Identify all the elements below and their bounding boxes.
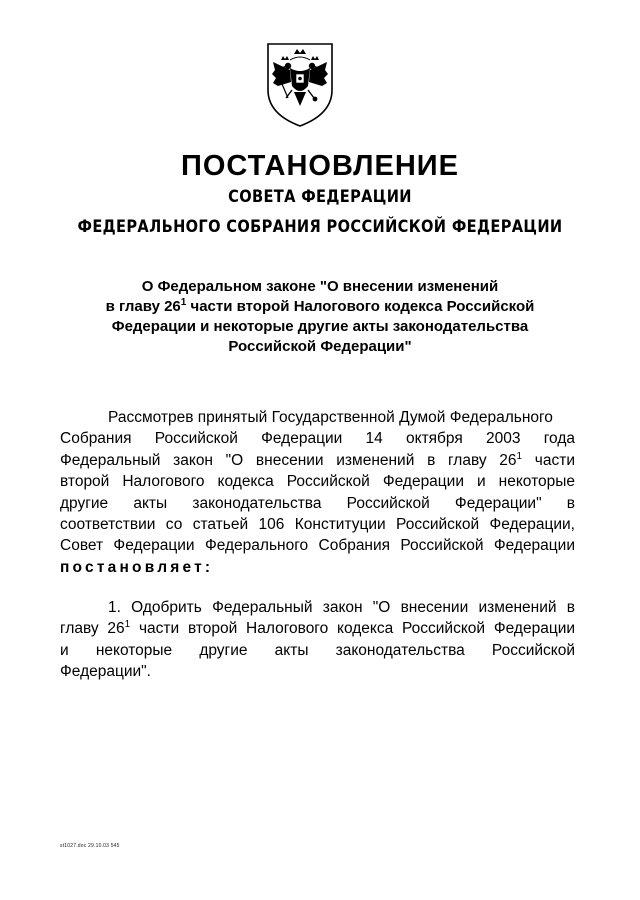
coat-of-arms-icon — [264, 40, 336, 128]
resolution-paragraph — [60, 597, 575, 683]
document-title: ПОСТАНОВЛЕНИЕ — [181, 150, 459, 182]
preamble-paragraph — [60, 407, 575, 578]
body-line: соответствии со статьей 106 Конституции Российской Федерации, — [60, 516, 575, 534]
subject-line: в главу $26^1$ части второй Налогового кодекса Российской — [105, 297, 535, 315]
file-reference: st1027.doc 29.10.03 545 — [60, 843, 120, 849]
body-line: Совет Федерации Федерального Собрания Российской Федерации — [60, 537, 575, 555]
body-line: главу $26^1$ части второй Налогового кодекса Российской Федерации — [60, 619, 576, 638]
body-line: второй Налогового кодекса Российской Федерации и некоторые — [60, 473, 575, 491]
body-line: Рассмотрев принятый Государственной Думой Федерального — [108, 409, 553, 426]
issuing-body-line1: СОВЕТА ФЕДЕРАЦИИ — [228, 187, 412, 207]
subject-line: О Федеральном законе "О внесении изменений — [141, 278, 499, 295]
body-line: Собрания Российской Федерации 14 октября 2003 года — [60, 430, 575, 448]
body-line: Федерации". — [60, 663, 151, 681]
body-line: и некоторые другие акты законодательства Российской — [60, 641, 575, 659]
body-line: 1. Одобрить Федеральный закон "О внесении изменений в — [108, 599, 575, 616]
subject-line: Федерации и некоторые другие акты законодательства — [111, 318, 529, 335]
resolution-subject — [60, 277, 580, 357]
subject-line: Российской Федерации" — [228, 338, 412, 355]
body-line: Федеральный закон "О внесении изменений в главу $26^1$ части — [60, 450, 575, 469]
resolves-keyword: постановляет: — [60, 558, 214, 576]
body-line: другие акты законодательства Российской Федерации" в — [60, 494, 575, 512]
issuing-body-line2: ФЕДЕРАЛЬНОГО СОБРАНИЯ РОССИЙСКОЙ ФЕДЕРАЦИИ — [77, 217, 563, 237]
